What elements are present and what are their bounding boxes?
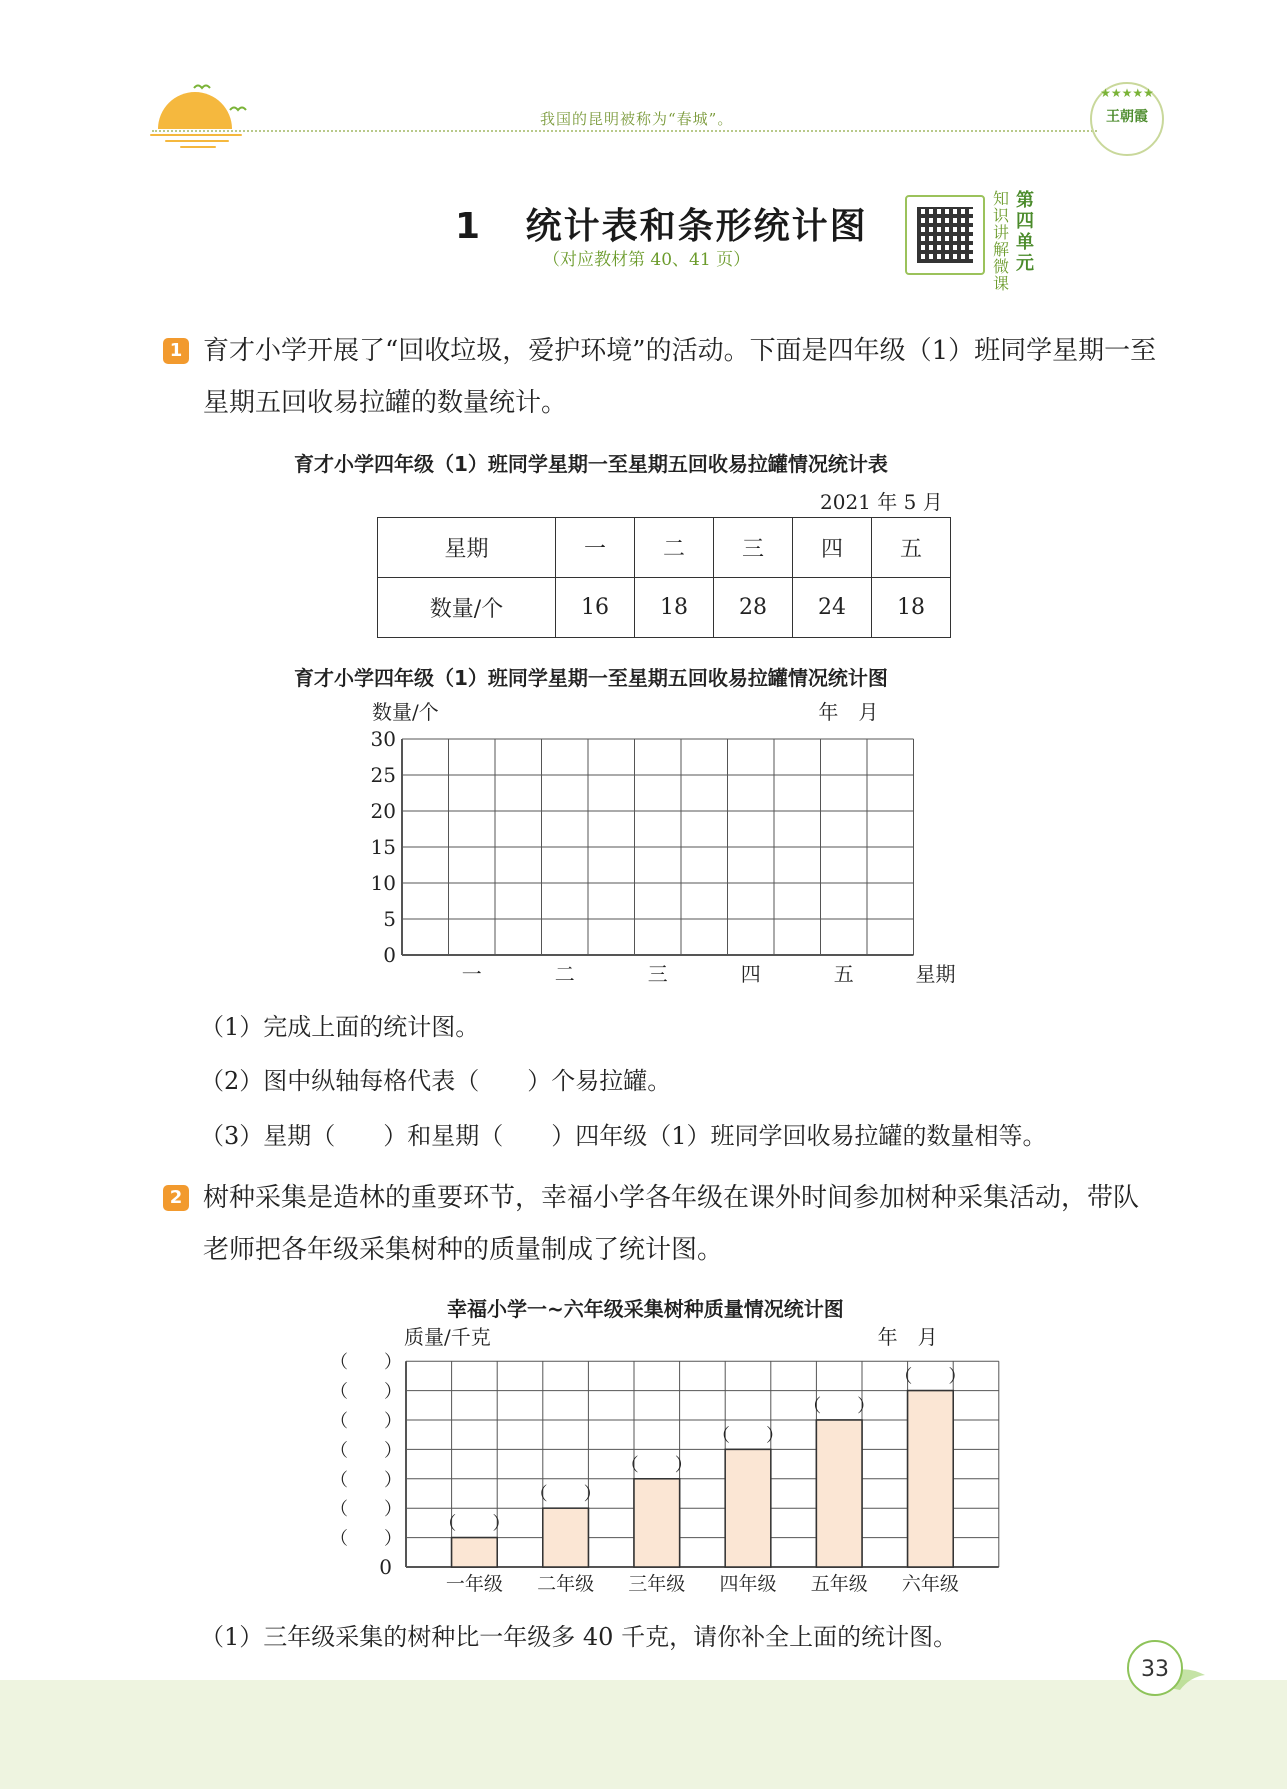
header-motto: 我国的昆明被称为“春城”。 — [540, 110, 734, 128]
table-cell: 28 — [714, 578, 793, 638]
table-header-row — [378, 518, 951, 578]
logo-text: 王朝霞 — [1106, 109, 1148, 125]
y-tick-label: （ ） — [330, 1469, 402, 1491]
chart-2-caption: 幸福小学一~六年级采集树种质量情况统计图 — [447, 1297, 844, 1321]
y-tick-label: （ ） — [330, 1352, 402, 1374]
publisher-logo — [1090, 82, 1164, 156]
bar-value-label: （ ） — [620, 1454, 693, 1476]
table-cell: 星期 — [378, 518, 556, 578]
bar-value-label: （ ） — [803, 1396, 876, 1417]
chart-1-bar-chart[interactable] — [360, 695, 960, 990]
x-tick-label: 一 — [461, 962, 482, 986]
x-tick-label: 五 — [833, 962, 854, 986]
x-tick-label: 五年级 — [810, 1573, 868, 1595]
table-cell: 18 — [872, 578, 951, 638]
y-axis-label: 质量/千克 — [404, 1325, 491, 1349]
bar-value-label: （ ） — [438, 1513, 511, 1535]
bar — [452, 1538, 498, 1567]
y-axis-label: 数量/个 — [372, 700, 439, 724]
y-tick-label: 20 — [370, 799, 396, 823]
x-tick-label: 二 — [554, 962, 575, 986]
y-tick-label: 0 — [383, 943, 396, 967]
q1-sub-question-2: （2）图中纵轴每格代表（ ）个易拉罐。 — [200, 1067, 672, 1095]
question-1-text: 育才小学开展了“回收垃圾，爱护环境”的活动。下面是四年级（1）班同学星期一至星期五回收易拉罐的数量统计。 — [203, 336, 1157, 418]
y-tick-label: （ ） — [330, 1440, 402, 1462]
y-tick-label: 30 — [370, 727, 396, 751]
x-tick-label: 三 — [647, 962, 668, 986]
x-tick-label: 一年级 — [445, 1573, 503, 1595]
title-text: 统计表和条形统计图 — [525, 206, 868, 247]
table-date: 2021 年 5 月 — [820, 490, 943, 514]
qr-code[interactable] — [905, 195, 985, 275]
table-row — [378, 578, 951, 638]
bar — [543, 1508, 589, 1567]
sun-reflection-line — [165, 140, 229, 142]
table-cell: 二 — [635, 518, 714, 578]
x-tick-label: 二年级 — [537, 1573, 595, 1595]
y-tick-label: 5 — [383, 907, 396, 931]
statistics-table — [377, 517, 951, 638]
bar-value-label: （ ） — [712, 1425, 784, 1447]
q1-sub-question-3: （3）星期（ ）和星期（ ）四年级（1）班同学回收易拉罐的数量相等。 — [200, 1122, 1047, 1150]
bar — [725, 1449, 771, 1567]
bar-value-label: （ ） — [894, 1366, 967, 1388]
chart-2-bar-chart[interactable] — [310, 1320, 1000, 1600]
table-caption: 育才小学四年级（1）班同学星期一至星期五回收易拉罐情况统计表 — [294, 452, 888, 476]
page-title — [455, 198, 868, 249]
table-cell: 五 — [872, 518, 951, 578]
star-icon: ★★★★★ — [1100, 86, 1154, 100]
question-number-badge: 2 — [163, 1185, 189, 1211]
table-cell: 16 — [556, 578, 635, 638]
table-cell: 四 — [793, 518, 872, 578]
x-tick-label: 四 — [740, 962, 761, 986]
header-divider — [152, 130, 1097, 132]
x-tick-label: 三年级 — [628, 1573, 686, 1595]
q1-sub-question-1: （1）完成上面的统计图。 — [200, 1013, 480, 1041]
table-cell: 18 — [635, 578, 714, 638]
table-cell: 数量/个 — [378, 578, 556, 638]
table-cell: 一 — [556, 518, 635, 578]
x-tick-label: 六年级 — [901, 1573, 959, 1595]
date-label: 年 月 — [877, 1325, 938, 1349]
chart-1-caption: 育才小学四年级（1）班同学星期一至星期五回收易拉罐情况统计图 — [294, 666, 888, 690]
bar — [908, 1391, 954, 1567]
bird-icon — [190, 80, 250, 120]
date-label: 年 月 — [818, 700, 879, 724]
page-subtitle: （对应教材第 40、41 页） — [543, 250, 751, 270]
q2-sub-question-1: （1）三年级采集的树种比一年级多 40 千克，请你补全上面的统计图。 — [200, 1623, 958, 1651]
y-tick-label: （ ） — [330, 1411, 402, 1432]
table-cell: 24 — [793, 578, 872, 638]
question-number-badge: 1 — [163, 338, 189, 364]
y-tick-label: 10 — [370, 871, 396, 895]
unit-label: 第四单元 — [1016, 190, 1034, 274]
bar — [634, 1479, 680, 1567]
bar-value-label: （ ） — [529, 1484, 602, 1506]
y-tick-label: （ ） — [330, 1499, 402, 1521]
qr-caption: 知识讲解微课 — [993, 189, 1010, 293]
table-cell: 三 — [714, 518, 793, 578]
question-2-text: 树种采集是造林的重要环节，幸福小学各年级在课外时间参加树种采集活动，带队老师把各年级采集树种的质量制成了统计图。 — [203, 1183, 1140, 1265]
footer-band — [0, 1680, 1287, 1789]
y-tick-label: 0 — [379, 1555, 392, 1579]
bar — [816, 1420, 862, 1567]
y-tick-label: （ ） — [330, 1381, 402, 1403]
page-number: 33 — [1127, 1640, 1183, 1696]
y-tick-label: 15 — [370, 835, 396, 859]
x-axis-label: 星期 — [915, 962, 956, 986]
title-number: 1 — [455, 206, 483, 247]
x-tick-label: 四年级 — [719, 1573, 777, 1595]
y-tick-label: 25 — [370, 763, 396, 787]
sun-reflection-line — [150, 134, 242, 136]
sun-reflection-line — [180, 146, 216, 148]
y-tick-label: （ ） — [330, 1528, 402, 1550]
